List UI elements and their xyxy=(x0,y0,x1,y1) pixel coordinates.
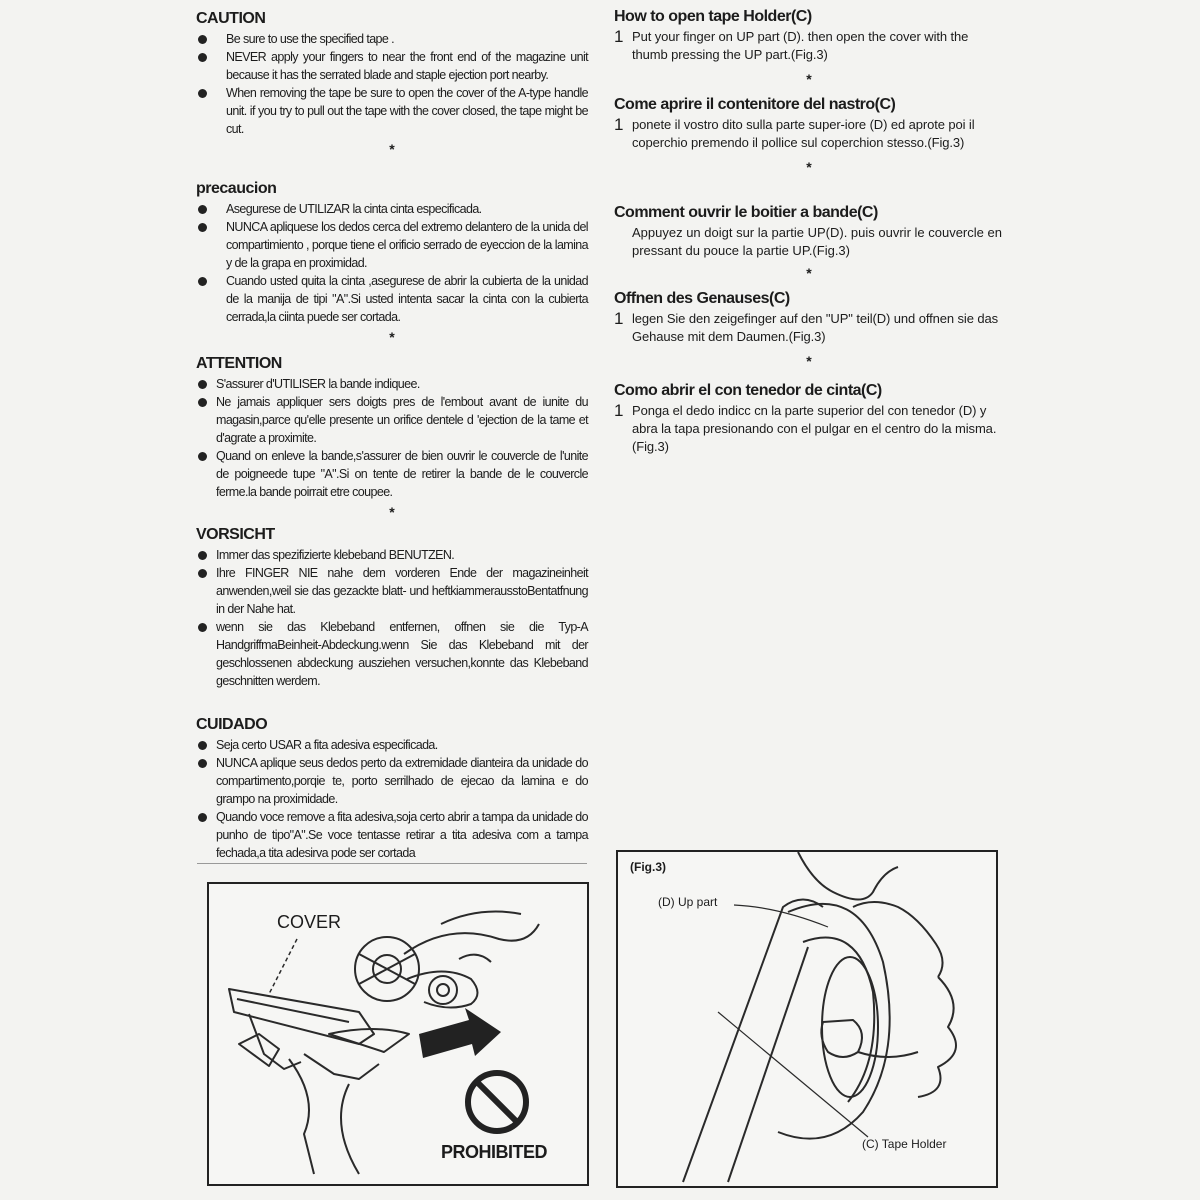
section-title: Offnen des Genauses(C) xyxy=(614,290,790,307)
step-number: 1 xyxy=(614,115,624,134)
open-holder-en xyxy=(614,8,1004,88)
step-body: Appuyez un doigt sur la partie UP(D). puis ouvrir le couvercle en pressant du pouce la partie UP.(Fig.3) xyxy=(632,225,1002,258)
caution-item: When removing the tape be sure to open the cover of the A-type handle unit. if you try to pull out the tape with the cover closed, the tape might be cut. xyxy=(196,84,588,138)
step-text xyxy=(614,28,1004,64)
caution-title: CAUTION xyxy=(196,10,266,27)
vorsicht-item: wenn sie das Klebeband entfernen, offnen sie die Typ-A HandgriffmaBeinheit-Abdeckung.wenn Sie das Klebeband mit der geschlossenen abdeckung ausziehen versuchen,konnte das Klebeband geschnitten werdem. xyxy=(196,618,588,690)
attention-item: Ne jamais appliquer sers doigts pres de l'embout avant de iunite du magasin,parce qu'elle presente un orifice dentele d 'ejection de la tame et d'agrate a proximite. xyxy=(196,393,588,447)
section-title: Comment ouvrir le boitier a bande(C) xyxy=(614,204,878,221)
precaucion-title: precaucion xyxy=(196,180,277,197)
fig3-label: (Fig.3) xyxy=(630,860,666,874)
precaucion-item: Asegurese de UTILIZAR la cinta cinta especificada. xyxy=(196,200,588,218)
cuidado-section xyxy=(196,716,588,862)
open-holder-de xyxy=(614,290,1004,370)
precaucion-item: NUNCA apliquese los dedos cerca del extremo delantero de la unida del compartimiento , porque tiene el orificio serrado de eyeccion de la lamina y de la grapa en proximidad. xyxy=(196,218,588,272)
step-body: Ponga el dedo indicc cn la parte superior del con tenedor (D) y abra la tapa presionando con el pulgar en el centro do la misma.(Fig.3) xyxy=(632,403,997,454)
divider xyxy=(197,863,587,864)
attention-item: Quand on enleve la bande,s'assurer de bien ouvrir le couvercle de l'unite de poigneede tupe "A".Si on tente de retirer la bande de le couvercle ferme.la bande poirrait etre coupee. xyxy=(196,447,588,501)
prohibited-label: PROHIBITED xyxy=(441,1142,548,1162)
precaucion-item: Cuando usted quita la cinta ,asegurese de abrir la cubierta de la unidad de la manija de tipi "A".Si usted intenta sacar la cinta con la cubierta cerrada,la ciinta puede ser cortada. xyxy=(196,272,588,326)
vorsicht-item: Ihre FINGER NIE nahe dem vorderen Ende der magazineinheit anwenden,weil sie das gezackte blatt- und heftkiammerausstoBentatfnung in der Nahe hat. xyxy=(196,564,588,618)
step-text xyxy=(614,310,1004,346)
attention-title: ATTENTION xyxy=(196,355,282,372)
separator-star: * xyxy=(806,353,812,369)
caution-item: Be sure to use the specified tape . xyxy=(196,30,588,48)
open-holder-it xyxy=(614,96,1004,176)
step-text xyxy=(614,402,1004,456)
caution-section xyxy=(196,10,588,158)
caution-item: NEVER apply your fingers to near the front end of the magazine unit because it has the serrated blade and staple ejection port nearby. xyxy=(196,48,588,84)
separator-star: * xyxy=(389,141,395,157)
section-title: Come aprire il contenitore del nastro(C) xyxy=(614,96,896,113)
prohibited-figure xyxy=(207,882,589,1186)
separator-star: * xyxy=(806,265,812,281)
step-number: 1 xyxy=(614,309,624,328)
attention-item: S'assurer d'UTILISER la bande indiquee. xyxy=(196,375,588,393)
up-part-label: (D) Up part xyxy=(658,895,718,909)
separator-star: * xyxy=(806,159,812,175)
separator-star: * xyxy=(389,329,395,345)
tape-holder-label: (C) Tape Holder xyxy=(862,1137,947,1151)
vorsicht-item: Immer das spezifizierte klebeband BENUTZEN. xyxy=(196,546,588,564)
cuidado-item: NUNCA aplique seus dedos perto da extremidade dianteira da unidade do compartimento,porqie te, porto serrilhado de ejecao da lamina e do grampo na proximidade. xyxy=(196,754,588,808)
open-holder-fr xyxy=(614,204,1004,282)
cuidado-item: Quando voce remove a fita adesiva,soja certo abrir a tampa da unidade do punho de tipo"A".Se voce tentasse retirar a tita adesiva com a tampa fechada,a tita adesirva pode ser cortada xyxy=(196,808,588,862)
step-body: legen Sie den zeigefinger auf den "UP" teil(D) und offnen sie das Gehause mit dem Daumen.(Fig.3) xyxy=(632,311,999,344)
open-holder-es xyxy=(614,382,1004,456)
step-body: Put your finger on UP part (D). then open the cover with the thumb pressing the UP part.(Fig.3) xyxy=(632,29,969,62)
cuidado-title: CUIDADO xyxy=(196,716,268,733)
fig3-figure xyxy=(616,850,998,1188)
precaucion-section xyxy=(196,180,588,346)
vorsicht-title: VORSICHT xyxy=(196,526,275,543)
step-number: 1 xyxy=(614,401,624,420)
separator-star: * xyxy=(389,504,395,520)
cover-label: COVER xyxy=(277,912,342,932)
section-title: Como abrir el con tenedor de cinta(C) xyxy=(614,382,882,399)
vorsicht-section xyxy=(196,526,588,690)
step-text xyxy=(614,116,1004,152)
cuidado-item: Seja certo USAR a fita adesiva especificada. xyxy=(196,736,588,754)
attention-section xyxy=(196,355,588,521)
prohibited-illustration xyxy=(209,884,587,1184)
section-title: How to open tape Holder(C) xyxy=(614,8,812,25)
step-body: ponete il vostro dito sulla parte super-iore (D) ed aprote poi il coperchio premendo il pollice sul coperchion stesso.(Fig.3) xyxy=(632,117,975,150)
separator-star: * xyxy=(806,71,812,87)
step-number: 1 xyxy=(614,27,624,46)
